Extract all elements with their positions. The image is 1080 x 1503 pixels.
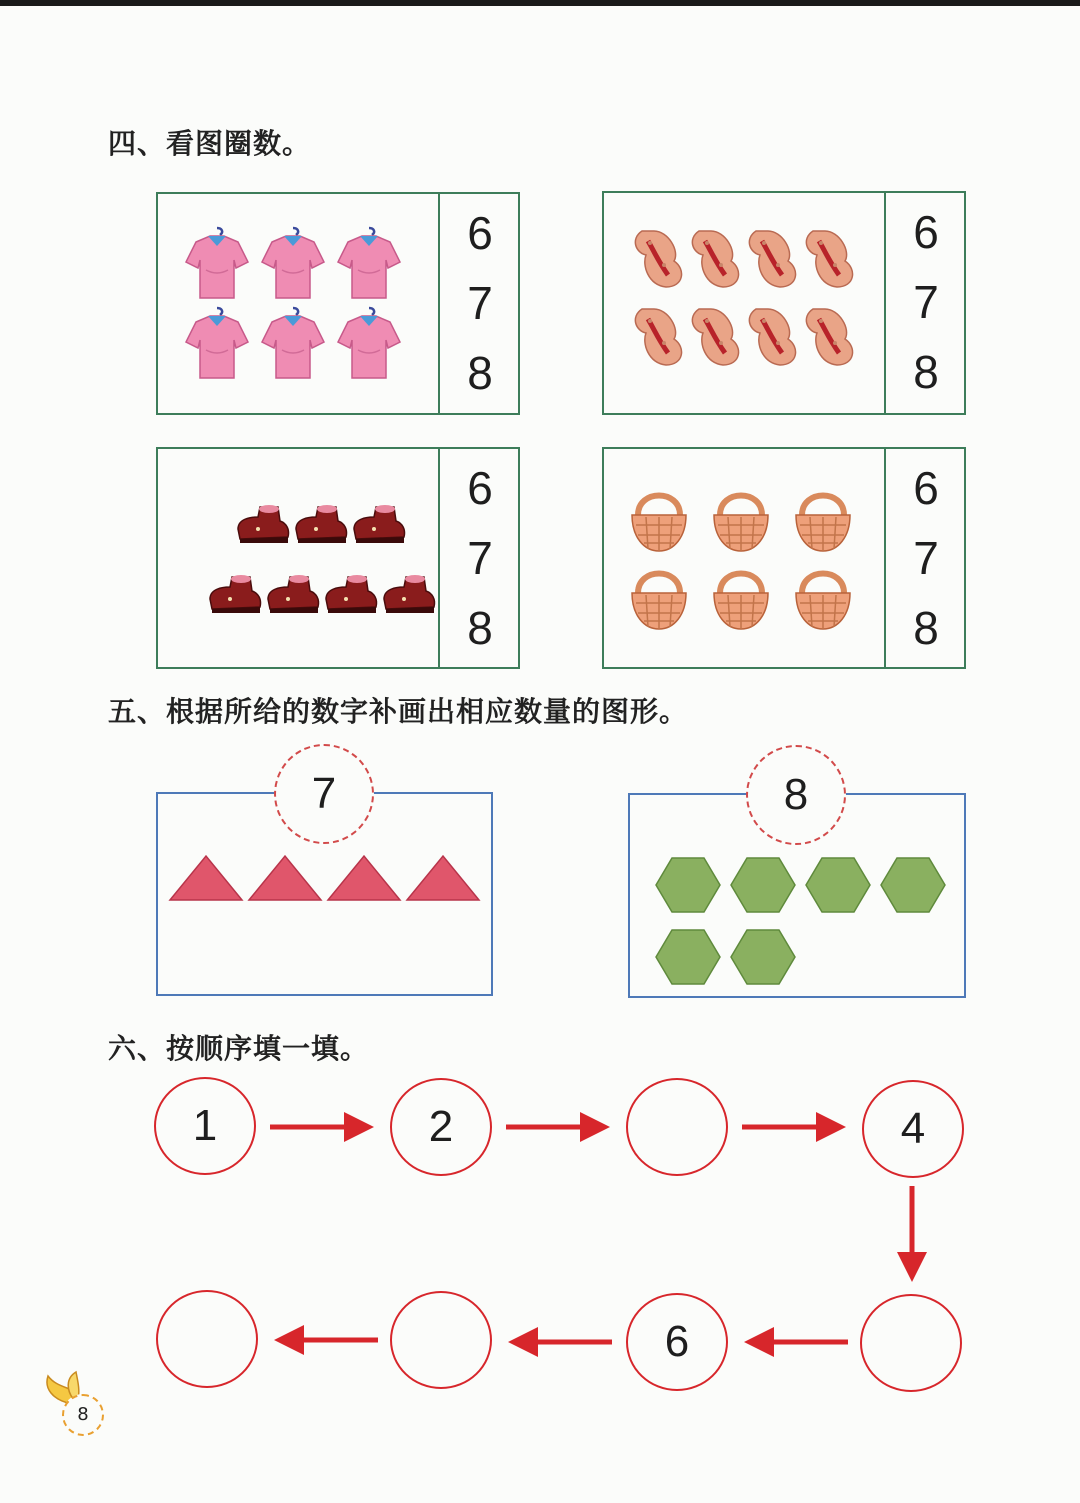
triangle-shape — [328, 856, 400, 900]
option-8[interactable]: 8 — [467, 347, 493, 399]
page-number: 8 — [77, 1404, 89, 1425]
peanut-icon — [628, 299, 688, 375]
scan-edge — [0, 0, 1080, 6]
sequence-circle-2[interactable] — [390, 1078, 492, 1176]
sequence-circle-8[interactable] — [156, 1290, 258, 1388]
option-6[interactable]: 6 — [913, 206, 939, 258]
sequence-circle-6[interactable] — [626, 1293, 728, 1391]
number-options — [440, 194, 520, 413]
shirt-icon — [258, 224, 328, 306]
page-number-badge — [62, 1394, 104, 1436]
option-7[interactable]: 7 — [913, 276, 939, 328]
peanut-icon — [799, 299, 859, 375]
target-number: 8 — [783, 770, 809, 819]
peanut-icon — [742, 221, 802, 297]
hexagon-shape — [656, 930, 720, 984]
hexagon-shape — [731, 858, 795, 912]
hexagon-shape — [656, 858, 720, 912]
sequence-value: 1 — [192, 1101, 218, 1150]
number-options — [886, 449, 966, 667]
option-7[interactable]: 7 — [467, 277, 493, 329]
shirt-icon — [258, 304, 328, 386]
option-8[interactable]: 8 — [467, 602, 493, 654]
sequence-circle-7[interactable] — [390, 1291, 492, 1389]
sequence-value: 4 — [900, 1104, 926, 1153]
option-6[interactable]: 6 — [467, 462, 493, 514]
hexagon-shape — [731, 930, 795, 984]
count-box-peanuts — [602, 191, 966, 415]
shirt-icon — [334, 224, 404, 306]
basket-icon — [708, 559, 774, 637]
peanut-icon — [628, 221, 688, 297]
basket-icon — [626, 481, 692, 559]
hexagon-shape — [806, 858, 870, 912]
section6-heading: 六、按顺序填一填。 — [108, 1032, 370, 1065]
shoe-icon — [234, 499, 292, 551]
shoe-icon — [380, 569, 438, 621]
peanut-icon — [742, 299, 802, 375]
count-box-shoes — [156, 447, 520, 669]
option-7[interactable]: 7 — [467, 532, 493, 584]
option-7[interactable]: 7 — [913, 532, 939, 584]
option-8[interactable]: 8 — [913, 602, 939, 654]
option-6[interactable]: 6 — [913, 462, 939, 514]
sequence-circle-1[interactable] — [154, 1077, 256, 1175]
option-8[interactable]: 8 — [913, 346, 939, 398]
peanut-icon — [685, 221, 745, 297]
basket-icon — [790, 481, 856, 559]
shoe-icon — [292, 499, 350, 551]
basket-icon — [708, 481, 774, 559]
sequence-value — [628, 1080, 726, 1174]
target-number-circle — [274, 744, 374, 844]
sequence-circle-5[interactable] — [860, 1294, 962, 1392]
peanut-icon — [685, 299, 745, 375]
basket-icon — [626, 559, 692, 637]
basket-icon — [790, 559, 856, 637]
sequence-value — [158, 1292, 256, 1386]
option-6[interactable]: 6 — [467, 207, 493, 259]
shirt-icon — [334, 304, 404, 386]
shoe-icon — [322, 569, 380, 621]
section5-heading: 五、根据所给的数字补画出相应数量的图形。 — [108, 695, 689, 728]
triangle-shape — [170, 856, 242, 900]
target-number-circle — [746, 745, 846, 845]
number-options — [886, 193, 966, 413]
triangle-shape — [249, 856, 321, 900]
sequence-value: 6 — [664, 1317, 690, 1366]
shoe-icon — [206, 569, 264, 621]
sequence-value: 2 — [428, 1102, 454, 1151]
number-options — [440, 449, 520, 667]
sequence-circle-4[interactable] — [862, 1080, 964, 1178]
peanut-icon — [799, 221, 859, 297]
target-number: 7 — [311, 769, 337, 818]
shirt-icon — [182, 224, 252, 306]
sequence-value — [862, 1296, 960, 1390]
shirt-icon — [182, 304, 252, 386]
hexagon-shape — [881, 858, 945, 912]
shoe-icon — [264, 569, 322, 621]
sequence-circle-3[interactable] — [626, 1078, 728, 1176]
count-box-shirts — [156, 192, 520, 415]
sequence-value — [392, 1293, 490, 1387]
count-box-baskets — [602, 447, 966, 669]
section4-heading: 四、看图圈数。 — [108, 127, 312, 160]
triangle-shape — [407, 856, 479, 900]
shoe-icon — [350, 499, 408, 551]
